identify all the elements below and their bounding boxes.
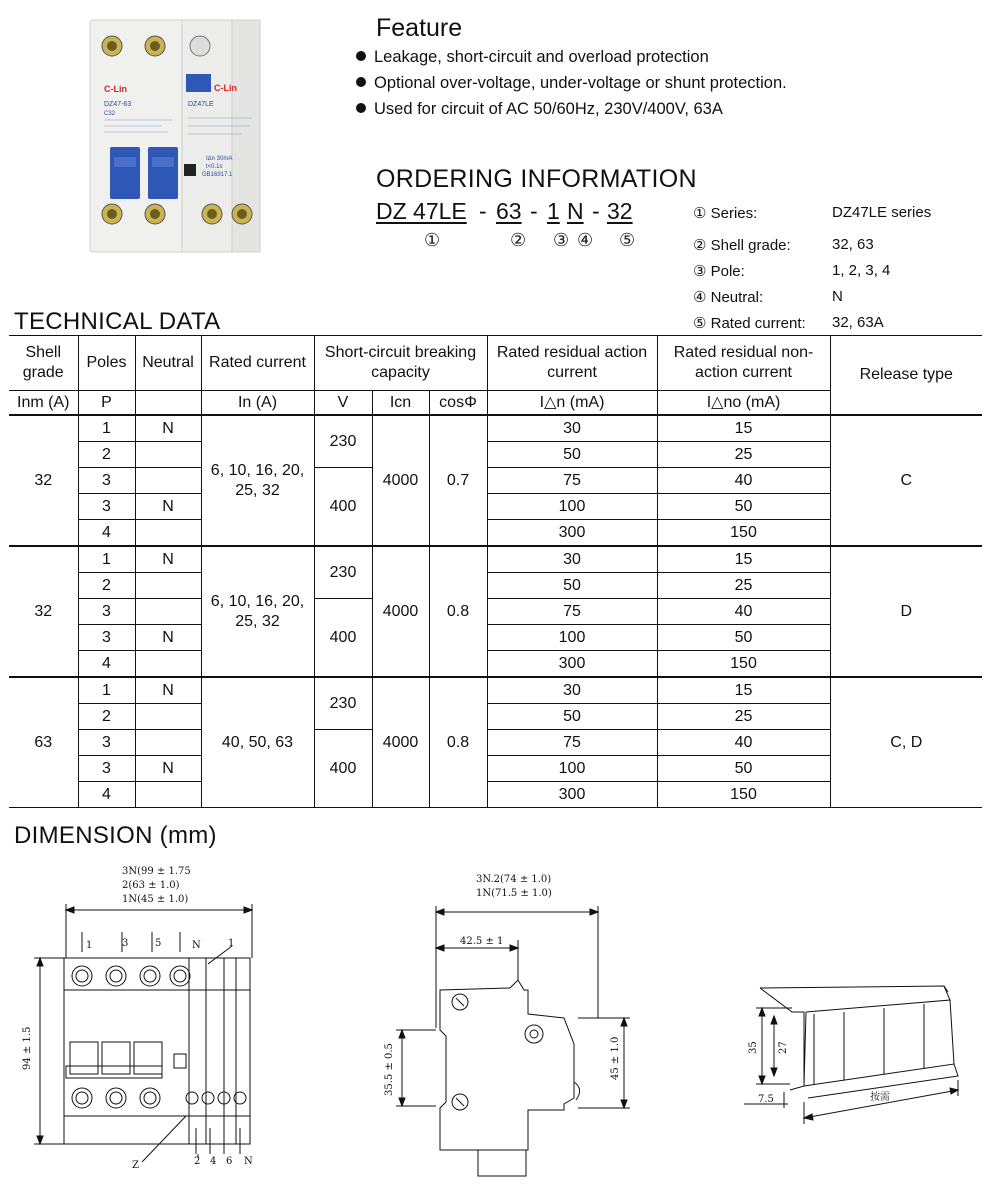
feature-text: Optional over-voltage, under-voltage or shunt protection. (374, 74, 787, 92)
cell-rated-current: 6, 10, 16, 20, 25, 32 (201, 415, 314, 546)
terminal-label: 3 (122, 938, 129, 949)
feature-item (356, 100, 723, 119)
cell-neutral: N (135, 494, 201, 520)
cell-residual-non: 25 (657, 573, 830, 599)
cell-residual-action: 30 (487, 415, 657, 442)
cell-neutral (135, 730, 201, 756)
marker-5: ⑤ (619, 230, 636, 250)
spec-label: ① Series: (693, 205, 758, 222)
dim-side-3n2: 3N.2(74 ± 1.0) (476, 874, 552, 885)
spec-value: 32, 63 (832, 236, 874, 253)
dim-side-inner: 42.5 ± 1 (460, 936, 504, 947)
header-neutral: Neutral (135, 336, 201, 391)
table-row (9, 415, 982, 442)
technical-title: TECHNICAL DATA (14, 308, 221, 335)
spec-value: DZ47LE series (832, 204, 932, 221)
breaker-handle-2 (148, 147, 178, 199)
dim-side-1n: 1N(71.5 ± 1.0) (476, 888, 552, 899)
terminal-label: 2 (194, 1156, 201, 1167)
cell-neutral (135, 573, 201, 599)
cell-cos: 0.8 (429, 546, 487, 677)
header-residual-action: Rated residual action current (487, 336, 657, 391)
dim-side-height-left: 35.5 ± 0.5 (384, 1043, 395, 1096)
bullet-icon (356, 51, 366, 61)
dim-rail-27: 27 (778, 1041, 789, 1054)
cell-neutral (135, 468, 201, 494)
spec-value: N (832, 288, 843, 305)
code-neutral: N (567, 198, 584, 224)
cell-voltage: 230 (314, 546, 372, 599)
spec-value: 1, 2, 3, 4 (832, 262, 891, 279)
cell-icn: 4000 (372, 677, 429, 808)
cell-residual-non: 15 (657, 415, 830, 442)
side-view-drawing (378, 868, 638, 1180)
code-dash: - (530, 198, 538, 224)
cell-residual-action: 50 (487, 704, 657, 730)
din-rail-drawing (744, 972, 974, 1152)
cell-poles: 1 (78, 677, 135, 704)
cell-poles: 3 (78, 730, 135, 756)
residual-label: IΔn 30mA (206, 156, 233, 162)
terminal-label: 1 (86, 940, 93, 951)
header-short-circuit: Short-circuit breaking capacity (314, 336, 487, 391)
cell-neutral (135, 599, 201, 625)
dim-height: 94 ± 1.5 (22, 1026, 33, 1070)
cell-residual-action: 100 (487, 625, 657, 651)
cell-poles: 4 (78, 782, 135, 808)
cell-residual-non: 15 (657, 677, 830, 704)
cell-residual-non: 25 (657, 442, 830, 468)
header-shell: Shell grade (9, 336, 78, 391)
header-rated: Rated current (201, 336, 314, 391)
cell-poles: 3 (78, 756, 135, 782)
time-label: t<0.1s (206, 164, 223, 170)
code-series: DZ 47LE (376, 198, 467, 224)
cell-residual-non: 40 (657, 599, 830, 625)
cell-residual-non: 40 (657, 468, 830, 494)
sub-residual-non: I△no (mA) (657, 391, 830, 416)
feature-text: Leakage, short-circuit and overload protection (374, 48, 709, 66)
bullet-icon (356, 103, 366, 113)
spec-label: ④ Neutral: (693, 289, 764, 306)
terminal-label: 5 (155, 938, 162, 949)
spec-label: ③ Pole: (693, 263, 745, 280)
cell-residual-non: 40 (657, 730, 830, 756)
brand-logo-right: C-Lin (214, 83, 237, 93)
cell-voltage: 400 (314, 730, 372, 808)
top-terminal-screws (102, 36, 210, 56)
cell-poles: 4 (78, 520, 135, 547)
cell-cos: 0.8 (429, 677, 487, 808)
cell-poles: 1 (78, 546, 135, 573)
cell-residual-action: 300 (487, 651, 657, 678)
sub-rated: In (A) (201, 391, 314, 416)
dim-rail-7-5: 7.5 (758, 1094, 774, 1105)
cell-residual-action: 100 (487, 494, 657, 520)
rating-left: C32 (104, 111, 116, 117)
spec-label: ⑤ Rated current: (693, 315, 806, 332)
cell-shell-grade: 32 (9, 415, 78, 546)
code-shell: 63 (496, 198, 522, 224)
technical-table (9, 335, 982, 808)
cell-neutral (135, 651, 201, 678)
header-residual-non: Rated residual non-action current (657, 336, 830, 391)
sub-icn: Icn (372, 391, 429, 416)
cell-residual-action: 30 (487, 546, 657, 573)
front-view-drawing (14, 858, 304, 1170)
cell-residual-action: 300 (487, 520, 657, 547)
dim-rail-length: 按需 (870, 1092, 890, 1103)
cell-poles: 3 (78, 625, 135, 651)
product-photo (82, 14, 287, 258)
terminal-label: N (244, 1156, 253, 1167)
ordering-title: ORDERING INFORMATION (376, 165, 697, 193)
cell-residual-non: 50 (657, 494, 830, 520)
cell-residual-action: 30 (487, 677, 657, 704)
cell-neutral: N (135, 677, 201, 704)
code-current: 32 (607, 198, 633, 224)
brand-logo-left: C-Lin (104, 84, 127, 94)
sub-v: V (314, 391, 372, 416)
cell-residual-action: 75 (487, 730, 657, 756)
technical-body (9, 336, 982, 808)
cell-residual-non: 50 (657, 756, 830, 782)
bullet-icon (356, 77, 366, 87)
marker-1: ① (424, 230, 441, 250)
cell-residual-non: 150 (657, 520, 830, 547)
cell-rated-current: 40, 50, 63 (201, 677, 314, 808)
cell-neutral (135, 782, 201, 808)
breaker-handle-1 (110, 147, 140, 199)
cell-shell-grade: 63 (9, 677, 78, 808)
cell-voltage: 230 (314, 415, 372, 468)
code-dash: - (479, 198, 487, 224)
sub-residual-action: I△n (mA) (487, 391, 657, 416)
feature-title: Feature (376, 14, 463, 42)
spec-label: ② Shell grade: (693, 237, 791, 254)
sub-cos: cosΦ (429, 391, 487, 416)
cell-residual-non: 150 (657, 651, 830, 678)
cell-poles: 4 (78, 651, 135, 678)
marker-2: ② (510, 230, 527, 250)
cell-neutral (135, 520, 201, 547)
cell-icn: 4000 (372, 546, 429, 677)
cell-rated-current: 6, 10, 16, 20, 25, 32 (201, 546, 314, 677)
cell-residual-non: 25 (657, 704, 830, 730)
cell-residual-action: 100 (487, 756, 657, 782)
cell-poles: 3 (78, 494, 135, 520)
cell-shell-grade: 32 (9, 546, 78, 677)
terminal-label: 4 (210, 1156, 217, 1167)
code-pole: 1 (547, 198, 560, 224)
header-release: Release type (830, 336, 982, 416)
dim-rail-35: 35 (748, 1041, 759, 1054)
cell-poles: 2 (78, 704, 135, 730)
cell-neutral: N (135, 756, 201, 782)
standard-label: GB16917.1 (202, 172, 233, 178)
sub-poles: P (78, 391, 135, 416)
cell-voltage: 230 (314, 677, 372, 730)
code-dash: - (592, 198, 600, 224)
cell-poles: 1 (78, 415, 135, 442)
cell-residual-non: 150 (657, 782, 830, 808)
cell-voltage: 400 (314, 599, 372, 678)
dim-width-3n: 3N(99 ± 1.75 (122, 866, 191, 877)
cell-neutral: N (135, 415, 201, 442)
cell-icn: 4000 (372, 415, 429, 546)
marker-3: ③ (553, 230, 570, 250)
terminal-label: 6 (226, 1156, 233, 1167)
feature-text: Used for circuit of AC 50/60Hz, 230V/400V, 63A (374, 100, 723, 118)
model-left: DZ47-63 (104, 101, 132, 108)
terminal-label: 1 (228, 938, 235, 949)
cell-poles: 2 (78, 573, 135, 599)
feature-item (356, 48, 709, 67)
sub-neutral (135, 391, 201, 416)
cell-voltage: 400 (314, 468, 372, 547)
marker-4: ④ (577, 230, 594, 250)
cell-residual-action: 300 (487, 782, 657, 808)
cell-residual-action: 50 (487, 442, 657, 468)
header-poles: Poles (78, 336, 135, 391)
cell-cos: 0.7 (429, 415, 487, 546)
feature-item (356, 74, 787, 93)
spec-value: 32, 63A (832, 314, 884, 331)
z-label: Z (132, 1160, 139, 1170)
cell-residual-action: 75 (487, 468, 657, 494)
table-row (9, 677, 982, 704)
cell-poles: 3 (78, 468, 135, 494)
cell-residual-action: 50 (487, 573, 657, 599)
cell-residual-action: 75 (487, 599, 657, 625)
cell-poles: 3 (78, 599, 135, 625)
model-right: DZ47LE (188, 101, 214, 108)
table-row (9, 546, 982, 573)
cell-release-type: D (830, 546, 982, 677)
dim-width-1n: 1N(45 ± 1.0) (122, 894, 189, 905)
terminal-label: N (192, 940, 201, 951)
cell-residual-non: 50 (657, 625, 830, 651)
cell-neutral: N (135, 546, 201, 573)
dimension-title: DIMENSION (mm) (14, 822, 217, 849)
cell-poles: 2 (78, 442, 135, 468)
cell-release-type: C, D (830, 677, 982, 808)
dim-side-height-right: 45 ± 1.0 (610, 1036, 621, 1080)
sub-shell: Inm (A) (9, 391, 78, 416)
cell-neutral (135, 442, 201, 468)
dim-width-2: 2(63 ± 1.0) (122, 880, 180, 891)
cell-neutral (135, 704, 201, 730)
cell-neutral: N (135, 625, 201, 651)
cell-release-type: C (830, 415, 982, 546)
cell-residual-non: 15 (657, 546, 830, 573)
